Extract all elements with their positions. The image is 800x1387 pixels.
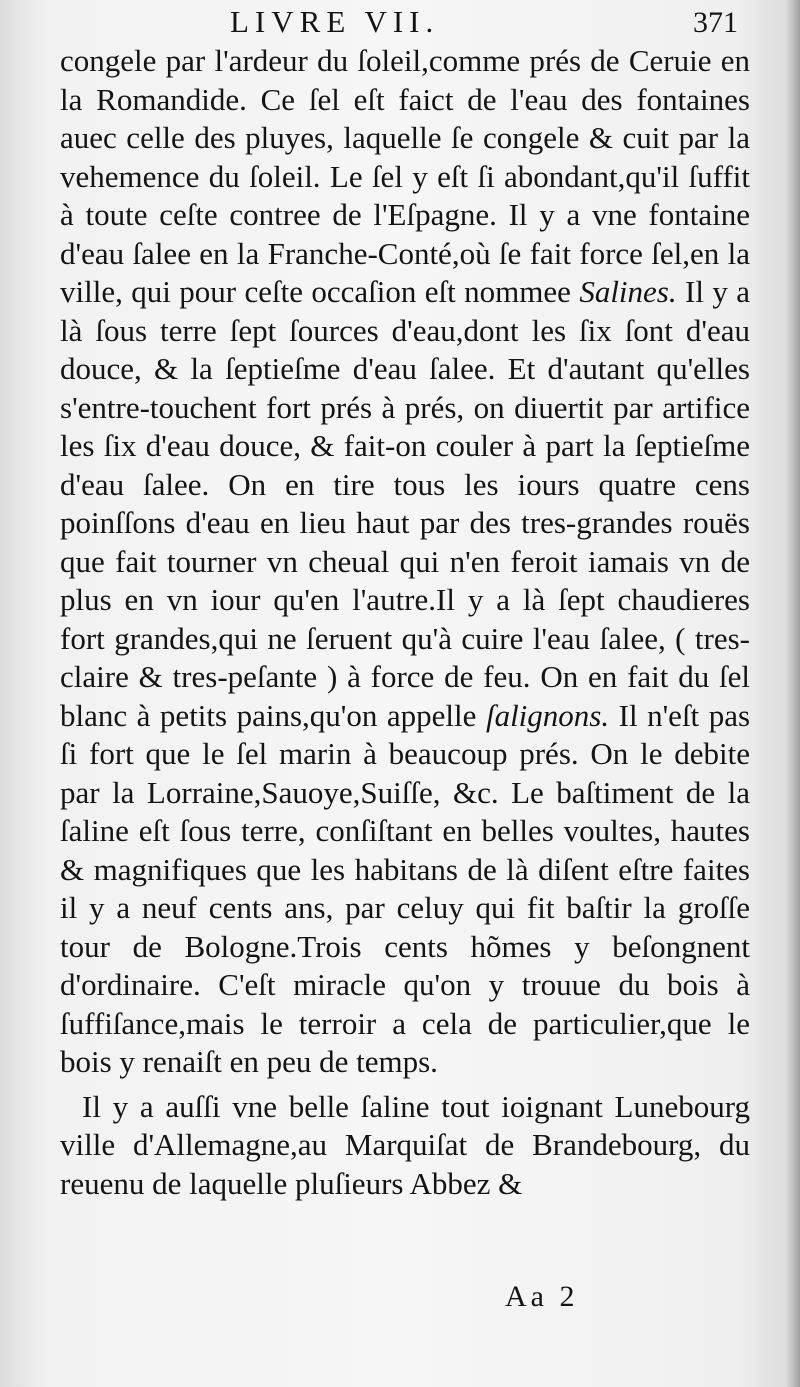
page-header [0, 4, 800, 44]
paragraph-text-part-3: Il n'eſt pas ſi fort que le ſel marin à beaucoup prés. On le debite par la Lorraine,Sauoye,Suiſſe, &c. Le baſtiment de la ſaline eſt ſous terre, conſiſtant en belles voultes, hautes & magnifiques que les habitans de là diſent eſtre faites il y a neuf cents ans, par celuy qui fit baſtir la groſſe tour de Bologne.Trois cents hõmes y beſongnent d'ordinaire. C'eſt miracle qu'on y trouue du bois à ſuffiſance,mais le terroir a cela de particulier,que le bois y renaiſt en peu de temps. [60, 697, 751, 1079]
italic-place-name-salines: Salines. [579, 274, 677, 309]
paragraph-text-part-1: congele par l'ardeur du ſoleil,comme prés de Ceruie en la Romandide. Ce ſel eſt faict de l'eau des fontaines auec celle des pluyes, laquelle ſe congele & cuit par la vehemence du ſoleil. Le ſel y eſt ſi abondant,qu'il ſuffit à toute ceſte contree de l'Eſpagne. Il y a vne fontaine d'eau ſalee en la Franche-Conté,où ſe fait force ſel,en la ville, qui pour ceſte occaſion eſt nommee [60, 43, 750, 309]
page-edge-shadow [786, 0, 800, 1387]
signature-mark: Aa 2 [505, 1280, 579, 1313]
paragraph-salt-springs [60, 42, 750, 1082]
main-text [60, 42, 750, 1203]
paragraph-luneburg-saline: Il y a auſſi vne belle ſaline tout ioignant Lunebourg ville d'Allemagne,au Marquiſat de Brandebourg, du reuenu de laquelle pluſieurs Abbez & [60, 1088, 750, 1201]
italic-term-salignons: ſalignons. [485, 697, 610, 733]
page-number: 371 [693, 6, 738, 39]
running-title: LIVRE VII. [230, 4, 440, 39]
paragraph-text-part-2: Il y a là ſous terre ſept ſources d'eau,dont les ſix ſont d'eau douce, & la ſeptieſme d'eau ſalee. Et d'autant qu'elles s'entre-touchent fort prés à prés, on diuertit par artifice les ſix d'eau douce, & fait-on couler à part la ſeptieſme d'eau ſalee. On en tire tous les iours quatre cens poinſſons d'eau en lieu haut par des tres-grandes rouës que fait tourner vn cheual qui n'en feroit iamais vn de plus en vn iour qu'en l'autre.Il y a là ſept chaudieres fort grandes,qui ne ſeruent qu'à cuire l'eau ſalee, ( tres-claire & tres-peſante ) à force de feu. On en fait du ſel blanc à petits pains,qu'on appelle [60, 274, 751, 733]
